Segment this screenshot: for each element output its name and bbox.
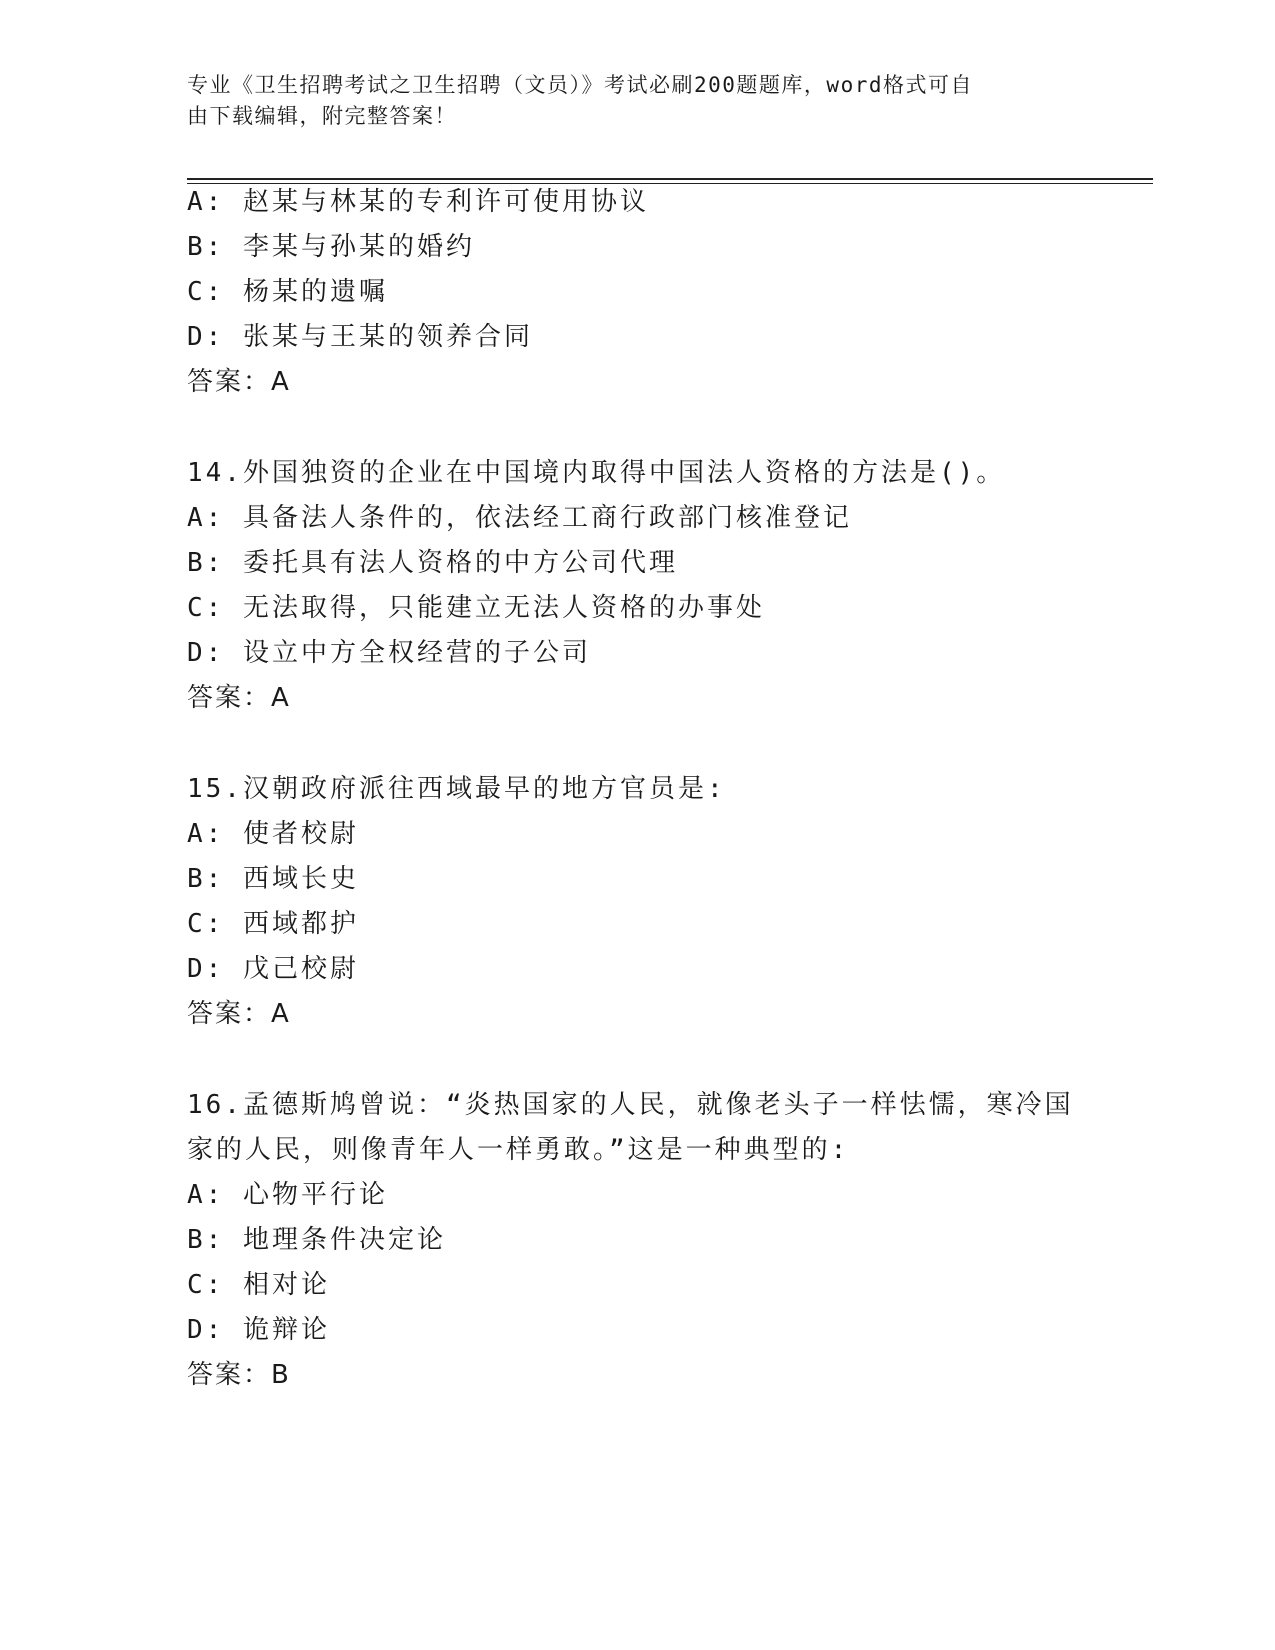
option-d: D: 设立中方全权经营的子公司 xyxy=(187,638,591,668)
answer-line: 答案：A xyxy=(187,367,291,397)
answer-line: 答案：A xyxy=(187,683,291,713)
answer-line: 答案：B xyxy=(187,1360,291,1390)
question-stem: 15.汉朝政府派往西域最早的地方官员是: xyxy=(187,774,726,804)
option-c: C: 无法取得，只能建立无法人资格的办事处 xyxy=(187,593,765,623)
option-a: A: 使者校尉 xyxy=(187,819,359,849)
option-c: C: 西域都护 xyxy=(187,909,359,939)
document-header xyxy=(187,70,1087,132)
header-divider xyxy=(187,178,1153,184)
answer-line: 答案：A xyxy=(187,999,291,1029)
option-a: A: 赵某与林某的专利许可使用协议 xyxy=(187,187,649,217)
option-c: C: 杨某的遗嘱 xyxy=(187,277,388,307)
question-stem: 16.孟德斯鸠曾说：“炎热国家的人民，就像老头子一样怯懦，寒冷国 xyxy=(187,1090,1074,1120)
option-d: D: 张某与王某的领养合同 xyxy=(187,322,533,352)
option-b: B: 李某与孙某的婚约 xyxy=(187,232,475,262)
header-line-1: 专业《卫生招聘考试之卫生招聘（文员）》考试必刷200题题库，word格式可自 xyxy=(187,73,973,97)
header-line-2: 由下载编辑，附完整答案！ xyxy=(187,104,457,128)
option-d: D: 戊己校尉 xyxy=(187,954,359,984)
question-stem: 14.外国独资的企业在中国境内取得中国法人资格的方法是()。 xyxy=(187,458,1006,488)
option-d: D: 诡辩论 xyxy=(187,1315,330,1345)
option-b: B: 地理条件决定论 xyxy=(187,1225,446,1255)
option-c: C: 相对论 xyxy=(187,1270,330,1300)
option-a: A: 心物平行论 xyxy=(187,1180,388,1210)
question-stem-continued: 家的人民，则像青年人一样勇敢。”这是一种典型的: xyxy=(187,1135,850,1165)
option-b: B: 委托具有法人资格的中方公司代理 xyxy=(187,548,678,578)
option-a: A: 具备法人条件的，依法经工商行政部门核准登记 xyxy=(187,503,852,533)
option-b: B: 西域长史 xyxy=(187,864,359,894)
